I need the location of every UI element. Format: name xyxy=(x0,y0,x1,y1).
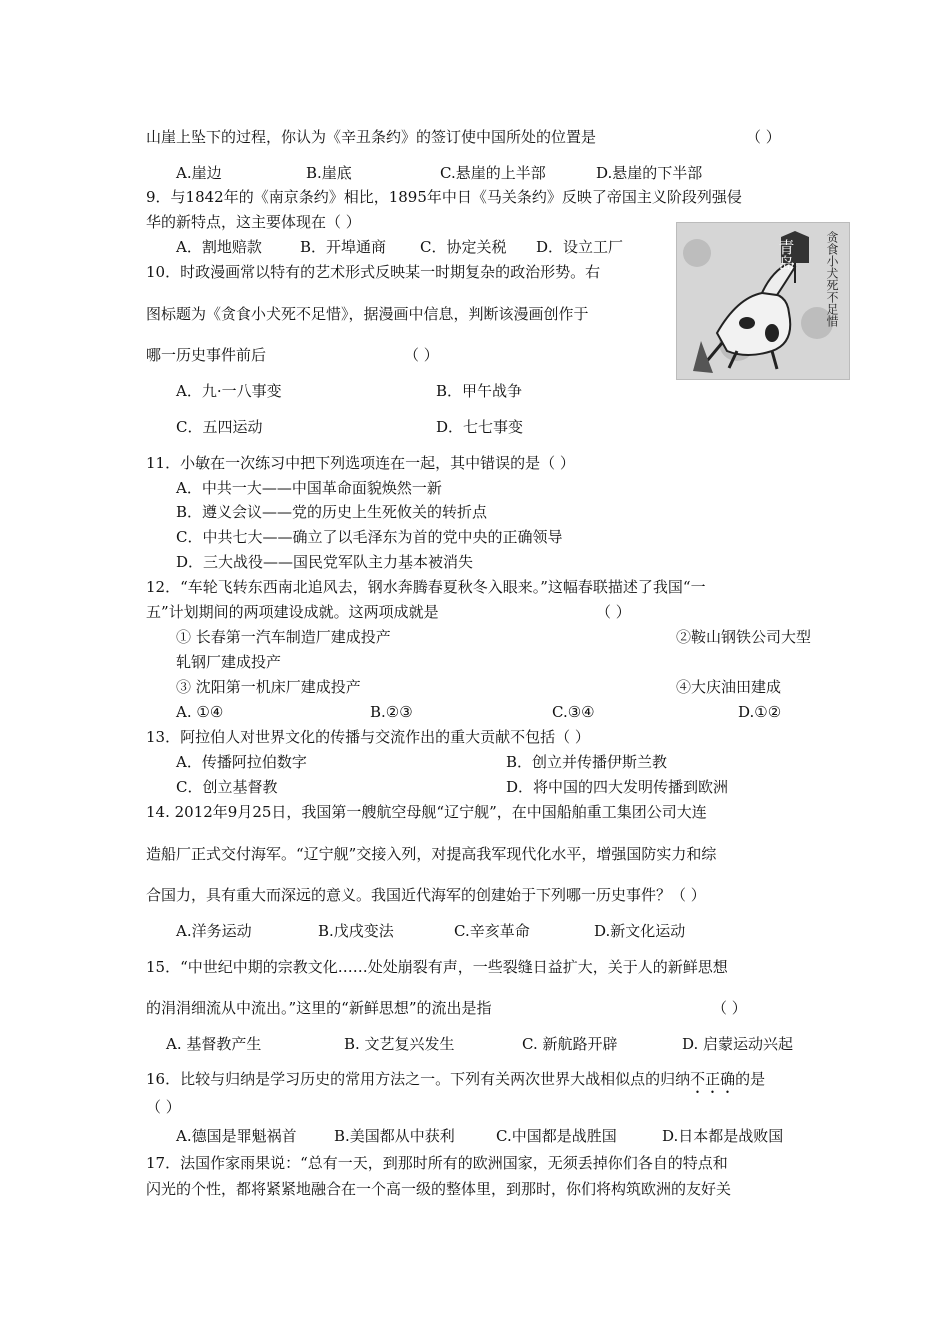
q15-option-c: C. 新航路开辟 xyxy=(522,1035,618,1053)
q16-stem-post: 的是 xyxy=(735,1070,766,1088)
q14-option-a: A.洋务运动 xyxy=(176,922,252,940)
q16-option-c: C.中国都是战胜国 xyxy=(496,1127,617,1145)
q12-option-b: B.②③ xyxy=(370,703,413,721)
q11-option-d: D．三大战役——国民党军队主力基本被消失 xyxy=(176,553,474,571)
q9-stem-line1: 9．与1842年的《南京条约》相比，1895年中日《马关条约》反映了帝国主义阶段列强侵 xyxy=(146,188,742,206)
q14-stem-line1: 14. 2012年9月25日，我国第一艘航空母舰“辽宁舰”，在中国船舶重工集团公司大连 xyxy=(146,803,707,821)
q12-item-1: ① 长春第一汽车制造厂建成投产 xyxy=(176,628,391,646)
q9-option-d: D．设立工厂 xyxy=(536,238,624,256)
q17-stem-line1: 17．法国作家雨果说：“总有一天，到那时所有的欧洲国家，无须丢掉你们各自的特点和 xyxy=(146,1154,728,1172)
q11-option-b: B．遵义会议——党的历史上生死攸关的转折点 xyxy=(176,503,488,521)
q8-option-d: D.悬崖的下半部 xyxy=(596,164,703,182)
q12-item-3: ③ 沈阳第一机床厂建成投产 xyxy=(176,678,361,696)
q12-stem-line2: 五”计划期间的两项建设成就。这两项成就是 xyxy=(146,603,439,621)
political-cartoon-image xyxy=(676,222,850,380)
q13-option-d: D．将中国的四大发明传播到欧洲 xyxy=(506,778,729,796)
q10-option-b: B．甲午战争 xyxy=(436,382,523,400)
q16-stem-pre: 16．比较与归纳是学习历史的常用方法之一。下列有关两次世界大战相似点的归纳 xyxy=(146,1070,691,1088)
q9-option-c: C．协定关税 xyxy=(420,238,507,256)
q12-option-c: C.③④ xyxy=(552,703,595,721)
q16-stem-line1 xyxy=(146,1069,765,1097)
q12-stem-line1: 12．“车轮飞转东西南北追风去，钢水奔腾春夏秋冬入眼来。”这幅春联描述了我国“一 xyxy=(146,578,706,596)
q12-option-a: A. ①④ xyxy=(176,703,224,721)
q14-option-d: D.新文化运动 xyxy=(594,922,686,940)
q10-stem-line2: 图标题为《贪食小犬死不足惜》，据漫画中信息，判断该漫画创作于 xyxy=(146,305,589,323)
q14-option-c: C.辛亥革命 xyxy=(454,922,530,940)
q8-stem: 山崖上坠下的过程，你认为《辛丑条约》的签订使中国所处的位置是 xyxy=(146,128,597,146)
q14-option-b: B.戊戌变法 xyxy=(318,922,394,940)
q8-option-c: C.悬崖的上半部 xyxy=(440,164,546,182)
q12-option-d: D.①② xyxy=(738,703,782,721)
q16-answer-paren: （ ） xyxy=(146,1098,181,1116)
q13-option-b: B．创立并传播伊斯兰教 xyxy=(506,753,668,771)
q15-answer-paren: （ ） xyxy=(712,999,747,1017)
q9-option-b: B．开埠通商 xyxy=(300,238,387,256)
q13-stem: 13．阿拉伯人对世界文化的传播与交流作出的重大贡献不包括（ ） xyxy=(146,728,590,746)
q15-option-d: D. 启蒙运动兴起 xyxy=(682,1035,794,1053)
q9-stem-line2: 华的新特点，这主要体现在（ ） xyxy=(146,213,361,231)
q17-stem-line2: 闪光的个性，都将紧紧地融合在一个高一级的整体里，到那时，你们将构筑欧洲的友好关 xyxy=(146,1180,732,1198)
q16-option-b: B.美国都从中获利 xyxy=(334,1127,455,1145)
q16-stem-emphasis: 不正确 xyxy=(690,1070,736,1088)
q8-option-a: A.崖边 xyxy=(176,164,222,182)
q12-item-4: ④大庆油田建成 xyxy=(676,678,782,696)
q9-option-a: A．割地赔款 xyxy=(176,238,262,256)
q11-option-a: A．中共一大——中国革命面貌焕然一新 xyxy=(176,479,442,497)
q11-option-c: C．中共七大——确立了以毛泽东为首的党中央的正确领导 xyxy=(176,528,563,546)
q8-option-b: B.崖底 xyxy=(306,164,352,182)
q10-option-c: C．五四运动 xyxy=(176,418,263,436)
q10-stem-line3: 哪一历史事件前后 xyxy=(146,346,267,364)
q13-option-c: C．创立基督教 xyxy=(176,778,278,796)
q8-answer-paren: （ ） xyxy=(746,128,781,146)
q15-option-b: B. 文艺复兴发生 xyxy=(344,1035,455,1053)
q11-stem: 11．小敏在一次练习中把下列选项连在一起，其中错误的是（ ） xyxy=(146,454,575,472)
q12-item-2b: 轧钢厂建成投产 xyxy=(176,653,282,671)
q10-option-a: A．九·一八事变 xyxy=(176,382,282,400)
q12-item-2a: ②鞍山钢铁公司大型 xyxy=(676,628,812,646)
cartoon-flag-text: 青岛 xyxy=(776,239,795,271)
q15-option-a: A. 基督教产生 xyxy=(166,1035,262,1053)
q15-stem-line2: 的涓涓细流从中流出。”这里的“新鲜思想”的流出是指 xyxy=(146,999,492,1017)
q12-answer-paren: （ ） xyxy=(596,603,631,621)
q10-option-d: D．七七事变 xyxy=(436,418,524,436)
q10-answer-paren: （ ） xyxy=(404,346,439,364)
q16-option-a: A.德国是罪魁祸首 xyxy=(176,1127,297,1145)
q16-option-d: D.日本都是战败国 xyxy=(662,1127,784,1145)
q10-stem-line1: 10．时政漫画常以特有的艺术形式反映某一时期复杂的政治形势。右 xyxy=(146,263,601,281)
q13-option-a: A．传播阿拉伯数字 xyxy=(176,753,307,771)
cartoon-title: 贪食小犬死不足惜 xyxy=(825,231,839,327)
q14-stem-line3: 合国力，具有重大而深远的意义。我国近代海军的创建始于下列哪一历史事件？（ ） xyxy=(146,886,706,904)
q15-stem-line1: 15．“中世纪中期的宗教文化……处处崩裂有声，一些裂缝日益扩大，关于人的新鲜思想 xyxy=(146,958,728,976)
q14-stem-line2: 造船厂正式交付海军。“辽宁舰”交接入列，对提高我军现代化水平，增强国防实力和综 xyxy=(146,845,717,863)
